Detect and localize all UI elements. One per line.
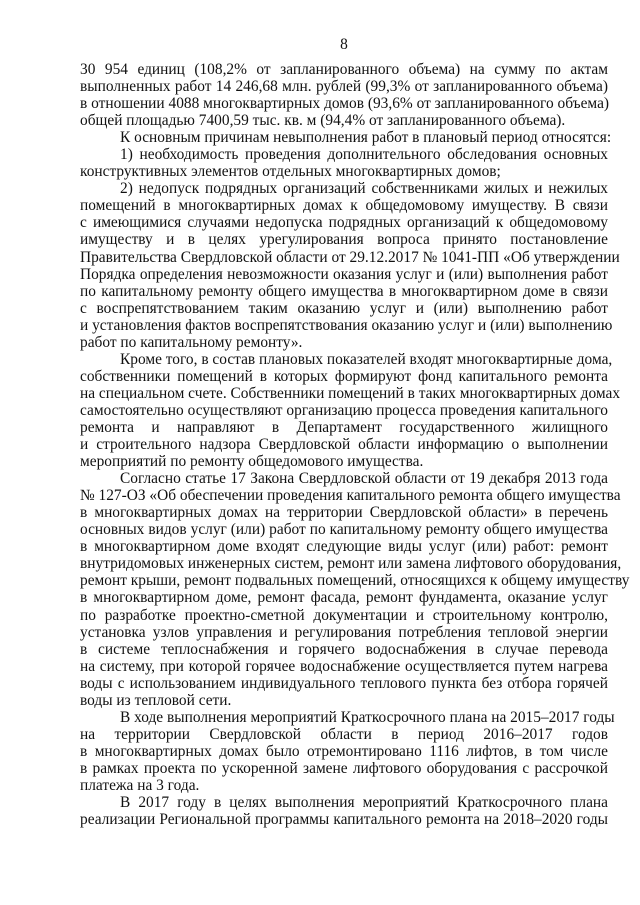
text-line: с имеющимися случаями недопуска подрядных организаций к общедомовому	[80, 214, 608, 232]
text-line: собственники помещений в которых формируют фонд капитального ремонта	[80, 367, 608, 385]
text-line: мероприятий по ремонту общедомового имущества.	[80, 453, 424, 471]
text-line: Согласно статье 17 Закона Свердловской области от 19 декабря 2013 года	[120, 470, 608, 488]
text-line: на территории Свердловской области в период 2016–2017 годов	[80, 725, 608, 743]
text-line: общей площадью 7400,59 тыс. кв. м (94,4% от запланированного объема).	[80, 112, 566, 130]
text-line: на специальном счете. Собственники помещений в таких многоквартирных домах	[80, 384, 621, 402]
text-line: в многоквартирном доме входят следующие виды услуг (или) работ: ремонт	[80, 538, 608, 556]
text-line: К основным причинам невыполнения работ в плановый период относятся:	[120, 129, 612, 147]
text-line: и строительного надзора Свердловской области информацию о выполнении	[80, 436, 608, 454]
text-line: ремонта и направляют в Департамент государственного жилищного	[80, 418, 608, 436]
text-line: в многоквартирном доме, ремонт фасада, ремонт фундамента, оказание услуг	[80, 589, 608, 607]
text-line: в рамках проекта по ускоренной замене лифтового оборудования с рассрочкой	[80, 759, 608, 777]
text-line: 1) необходимость проведения дополнительного обследования основных	[120, 146, 608, 164]
text-line: внутридомовых инженерных систем, ремонт или замена лифтового оборудования,	[80, 555, 622, 573]
text-line: воды из тепловой сети.	[80, 691, 232, 709]
text-line: имуществу и в целях урегулирования вопроса принято постановление	[80, 231, 608, 249]
text-line: на систему, при которой горячее водоснабжение осуществляется путем нагрева	[80, 657, 608, 675]
text-line: Кроме того, в состав плановых показателей входят многоквартирные дома,	[120, 350, 613, 368]
text-line: ремонт крыши, ремонт подвальных помещений, относящихся к общему имуществу	[80, 572, 630, 590]
text-line: 2) недопуск подрядных организаций собственниками жилых и нежилых	[120, 180, 608, 198]
text-line: в отношении 4088 многоквартирных домов (93,6% от запланированного объема)	[80, 95, 610, 113]
text-line: в системе теплоснабжения и горячего водоснабжения в случае перевода	[80, 640, 608, 658]
text-line: Порядка определения невозможности оказания услуг и (или) выполнения работ	[80, 265, 608, 283]
text-line: по разработке проектно-сметной документации и строительному контролю,	[80, 606, 608, 624]
text-line: самостоятельно осуществляют организацию процесса проведения капитального	[80, 401, 608, 419]
text-line: и установления фактов воспрепятствования оказанию услуг и (или) выполнению	[80, 316, 613, 334]
text-line: в многоквартирных домах на территории Свердловской области» в перечень	[80, 504, 608, 522]
text-line: помещений в многоквартирных домах к общедомовому имуществу. В связи	[80, 197, 608, 215]
text-line: установка узлов управления и регулирования потребления тепловой энергии	[80, 623, 608, 641]
text-line: Правительства Свердловской области от 29.12.2017 № 1041-ПП «Об утверждении	[80, 248, 620, 266]
text-line: платежа на 3 года.	[80, 776, 200, 794]
text-line: В ходе выполнения мероприятий Краткосрочного плана на 2015–2017 годы	[120, 708, 615, 726]
text-line: по капитальному ремонту общего имущества в многоквартирном доме в связи	[80, 282, 608, 300]
text-line: воды с использованием индивидуального теплового пункта без отбора горячей	[80, 674, 608, 692]
body-text	[80, 61, 630, 829]
text-line: работ по капитальному ремонту».	[80, 333, 303, 351]
text-line: конструктивных элементов отдельных многоквартирных домов;	[80, 163, 501, 181]
text-line: выполненных работ 14 246,68 млн. рублей (99,3% от запланированного объема)	[80, 78, 608, 96]
text-line: № 127-ОЗ «Об обеспечении проведения капитального ремонта общего имущества	[80, 487, 621, 505]
page-number: 8	[340, 36, 348, 53]
text-line: с воспрепятствованием таким оказанию услуг и (или) выполнению работ	[80, 299, 608, 317]
text-line: основных видов услуг (или) работ по капитальному ремонту общего имущества	[80, 521, 608, 539]
text-line: 30 954 единиц (108,2% от запланированного объема) на сумму по актам	[80, 61, 608, 78]
text-line: в многоквартирных домах было отремонтировано 1116 лифтов, в том числе	[80, 742, 608, 760]
text-line: В 2017 году в целях выполнения мероприятий Краткосрочного плана	[120, 794, 608, 812]
text-line: реализации Региональной программы капитального ремонта на 2018–2020 годы	[80, 811, 608, 829]
